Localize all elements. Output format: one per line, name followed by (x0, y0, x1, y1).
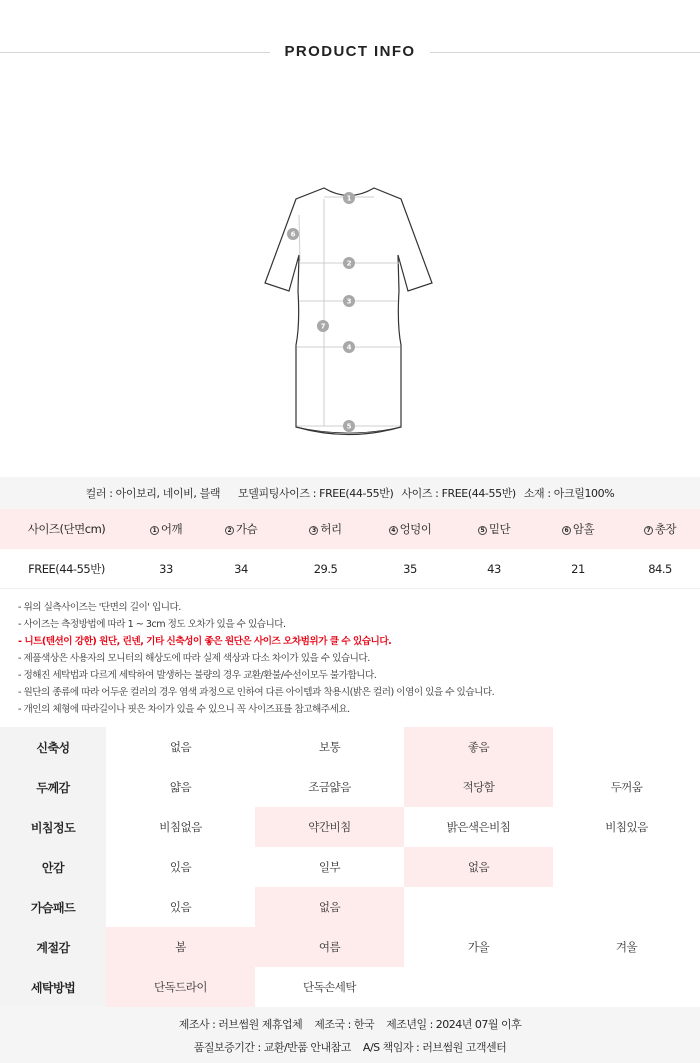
size-value-waist: 29.5 (313, 561, 338, 576)
footer-line-manufacturer: 제조사 : 러브썸원 제휴업체 제조국 : 한국 제조년일 : 2024년 07월 이후 (178, 1018, 522, 1031)
size-table-row (0, 549, 700, 589)
svg-text:3: 3 (346, 297, 352, 306)
dress-measurement-diagram (0, 105, 700, 477)
note-item: - 제품색상은 사용자의 모니터의 해상도에 따라 실제 색상과 다소 차이가 있을 수 있습니다. (18, 653, 370, 664)
note-warning: - 니트(텐션이 강한) 원단, 린넨, 기타 신축성이 좋은 원단은 사이즈 오차범위가 클 수 있습니다. (18, 636, 392, 647)
svg-text:1: 1 (346, 194, 352, 203)
garment-illustration (0, 105, 700, 477)
attr-option (553, 727, 700, 767)
spec-line (0, 477, 700, 509)
num-circle: 1 (150, 526, 159, 535)
attr-row-thickness (0, 767, 700, 807)
material-value: 아크릴100% (553, 487, 615, 500)
attr-option-selected: 단독드라이 (106, 967, 255, 1007)
attr-row-washing (0, 967, 700, 1007)
attr-option: 두꺼움 (610, 780, 643, 794)
marker-1 (343, 192, 355, 204)
attr-option: 단독손세탁 (302, 980, 357, 994)
attr-option: 가을 (467, 940, 490, 954)
marker-3 (343, 295, 355, 307)
num-circle: 3 (309, 526, 318, 535)
size-header-first: 사이즈(단면cm) (27, 522, 106, 536)
svg-text:2: 2 (346, 259, 352, 268)
attr-row-chest-pad (0, 887, 700, 927)
size-header-label: 허리 (320, 522, 342, 536)
size-value: FREE(44-55반) (441, 487, 516, 500)
marker-7 (317, 320, 329, 332)
num-circle: 7 (644, 526, 653, 535)
attr-label: 두께감 (0, 767, 106, 807)
size-header-label: 총장 (654, 522, 677, 536)
num-circle: 5 (478, 526, 487, 535)
attr-option-selected: 없음 (255, 887, 404, 927)
material-label: 소재 : (523, 487, 554, 500)
svg-text:7: 7 (320, 322, 326, 331)
attr-option-selected: 없음 (404, 847, 553, 887)
size-header-armhole (536, 521, 620, 537)
num-circle: 4 (389, 526, 398, 535)
size-row-size: FREE(44-55반) (28, 561, 105, 576)
attr-option: 있음 (169, 860, 192, 874)
attr-row-sheerness (0, 807, 700, 847)
size-value-armhole: 21 (571, 561, 585, 576)
svg-text:5: 5 (346, 422, 352, 431)
svg-text:4: 4 (346, 343, 352, 352)
attr-option-selected: 약간비침 (255, 807, 404, 847)
attr-row-season (0, 927, 700, 967)
size-notes (18, 599, 688, 718)
size-header-chest (199, 521, 283, 537)
attr-label: 가슴패드 (0, 887, 106, 927)
attr-row-stretch (0, 727, 700, 767)
attr-option-selected: 적당함 (404, 767, 553, 807)
note-item: - 정해진 세탁법과 다르게 세탁하여 발생하는 불량의 경우 교환/환불/수선이모두 불가합니다. (18, 670, 377, 681)
marker-2 (343, 257, 355, 269)
marker-6 (287, 228, 299, 240)
model-size-value: FREE(44-55반) (319, 487, 394, 500)
attr-option: 비침없음 (159, 820, 202, 834)
attr-option (553, 887, 700, 927)
note-item: - 사이즈는 측정방법에 따라 1 ~ 3cm 정도 오차가 있을 수 있습니다. (18, 619, 286, 630)
attr-option: 일부 (318, 860, 341, 874)
size-header-hip (368, 521, 452, 537)
size-header-label: 어깨 (160, 522, 183, 536)
attr-label: 안감 (0, 847, 106, 887)
attr-option: 있음 (169, 900, 192, 914)
attr-label: 세탁방법 (0, 967, 106, 1007)
product-info-header (0, 0, 700, 105)
fabric-attribute-grid (0, 727, 700, 1007)
attr-row-lining (0, 847, 700, 887)
attr-option: 없음 (169, 740, 192, 754)
marker-4 (343, 341, 355, 353)
attr-option: 겨울 (615, 940, 638, 954)
size-header-length (620, 521, 700, 537)
note-item: - 원단의 종류에 따라 어두운 컬러의 경우 염색 과정으로 인하여 다른 아이템과 착용시(밝은 컬러) 이염이 있을 수 있습니다. (18, 687, 495, 698)
attr-label: 신축성 (0, 727, 106, 767)
attr-option-selected: 봄 (106, 927, 255, 967)
size-header-label: 밑단 (488, 522, 511, 536)
note-item: - 위의 실측사이즈는 '단면의 길이' 입니다. (18, 602, 181, 613)
size-value-hem: 43 (487, 561, 501, 576)
num-circle: 6 (562, 526, 571, 535)
size-value-hip: 35 (403, 561, 417, 576)
attr-option-selected: 좋음 (404, 727, 553, 767)
size-header-shoulder (133, 521, 199, 537)
size-header-hem (452, 521, 536, 537)
attr-option (553, 847, 700, 887)
attr-option (404, 887, 553, 927)
attr-option: 보통 (318, 740, 341, 754)
svg-text:6: 6 (290, 230, 296, 239)
size-header-waist (283, 521, 368, 537)
attr-option: 밝은색은비침 (446, 820, 511, 834)
manufacturer-footer (0, 1007, 700, 1063)
size-label: 사이즈 : (401, 487, 442, 500)
note-item: - 개인의 체형에 따라길이나 핏은 차이가 있을 수 있으니 꼭 사이즈표를 참고해주세요. (18, 704, 350, 715)
color-value: 아이보리, 네이비, 블랙 (115, 487, 221, 500)
attr-option: 조금얇음 (308, 780, 351, 794)
attr-label: 계절감 (0, 927, 106, 967)
footer-line-warranty: 품질보증기간 : 교환/반품 안내참고 A/S 책임자 : 러브썸원 고객센터 (193, 1041, 507, 1054)
size-value-shoulder: 33 (159, 561, 173, 576)
attr-option (404, 967, 553, 1007)
header-rule-right (430, 52, 700, 53)
color-label: 컬러 : (85, 487, 116, 500)
dress-outline (265, 188, 432, 435)
attr-option (553, 967, 700, 1007)
attr-option: 비침있음 (605, 820, 648, 834)
attr-label: 비침정도 (0, 807, 106, 847)
attr-option: 얇음 (169, 780, 192, 794)
section-title: PRODUCT INFO (284, 43, 416, 60)
size-value-chest: 34 (234, 561, 248, 576)
header-rule-left (0, 52, 270, 53)
size-value-length: 84.5 (648, 561, 672, 576)
marker-5 (343, 420, 355, 432)
model-size-label: 모델피팅사이즈 : (238, 487, 320, 500)
size-header-label: 가슴 (235, 522, 258, 536)
size-table-header (0, 509, 700, 549)
num-circle: 2 (225, 526, 234, 535)
attr-option-selected: 여름 (255, 927, 404, 967)
size-header-label: 암홀 (572, 522, 595, 536)
size-header-label: 엉덩이 (399, 522, 432, 536)
